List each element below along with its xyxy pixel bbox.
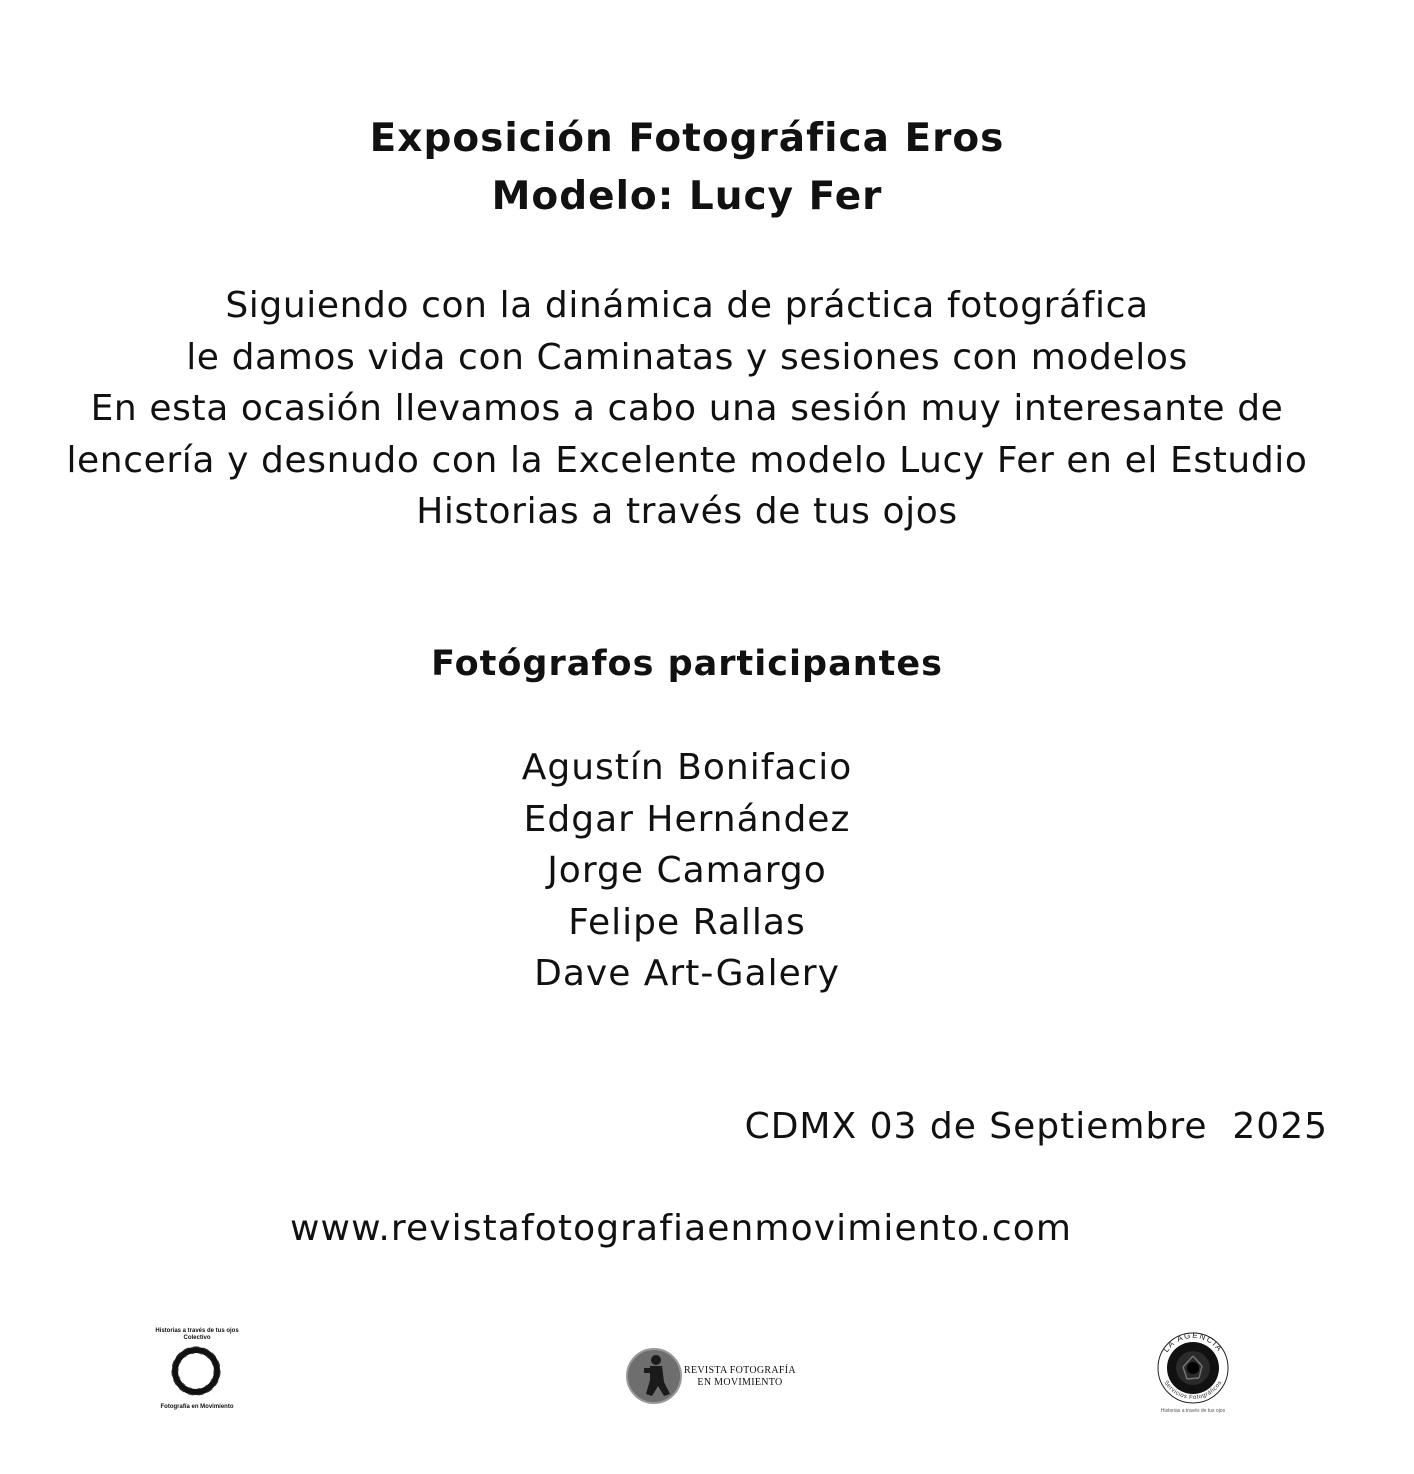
la-agencia-ring-top: LA AGENCIA <box>1161 1330 1225 1354</box>
revista-logo <box>626 1346 796 1406</box>
description-line: lencería y desnudo con la Excelente modelo Lucy Fer en el Estudio <box>66 439 1308 481</box>
description-line: Siguiendo con la dinámica de práctica fotográfica <box>225 285 1149 326</box>
camera-aperture-icon <box>1150 1322 1236 1408</box>
enso-circle-icon <box>150 1342 244 1400</box>
photographer-name: Dave Art-Galery <box>534 953 840 994</box>
photographer-name: Felipe Rallas <box>568 901 806 943</box>
la-agencia-ring-bottom: Servicios Fotográficos <box>1162 1379 1224 1402</box>
description-line: En esta ocasión llevamos a cabo una sesión muy interesante de <box>90 388 1284 429</box>
title-line-2: Modelo: Lucy Fer <box>491 174 883 219</box>
photographer-silhouette-icon <box>626 1346 684 1406</box>
date-line: CDMX 03 de Septiembre 2025 <box>744 1106 1328 1147</box>
revista-logo-text <box>684 1365 796 1389</box>
photographer-name: Jorge Camargo <box>547 850 827 891</box>
photographer-name: Edgar Hernández <box>523 798 851 840</box>
historias-logo-bottom-text: Fotografía en Movimiento <box>160 1404 234 1410</box>
photographers-list <box>0 742 1374 1000</box>
website-url: www.revistafotografiaenmovimiento.com <box>290 1208 1073 1249</box>
la-agencia-logo <box>1150 1322 1236 1418</box>
revista-logo-line-2: EN MOVIMIENTO <box>697 1377 783 1388</box>
title-block <box>0 110 1374 226</box>
description-line: le damos vida con Caminatas y sesiones con modelos <box>186 336 1188 378</box>
historias-logo <box>150 1328 244 1412</box>
revista-logo-line-1: REVISTA FOTOGRAFÍA <box>684 1365 796 1376</box>
historias-logo-top-text: Historias a través de tus ojos <box>155 1328 239 1334</box>
photographer-name: Agustín Bonifacio <box>521 747 853 788</box>
description-line: Historias a través de tus ojos <box>416 491 958 532</box>
la-agencia-caption: Historias a través de tus ojos <box>1160 1408 1226 1414</box>
title-line-1: Exposición Fotográfica Eros <box>369 116 1005 161</box>
description <box>0 280 1374 538</box>
photographers-heading: Fotógrafos participantes <box>431 644 943 684</box>
historias-logo-sub-text: Colectivo <box>183 1335 211 1341</box>
